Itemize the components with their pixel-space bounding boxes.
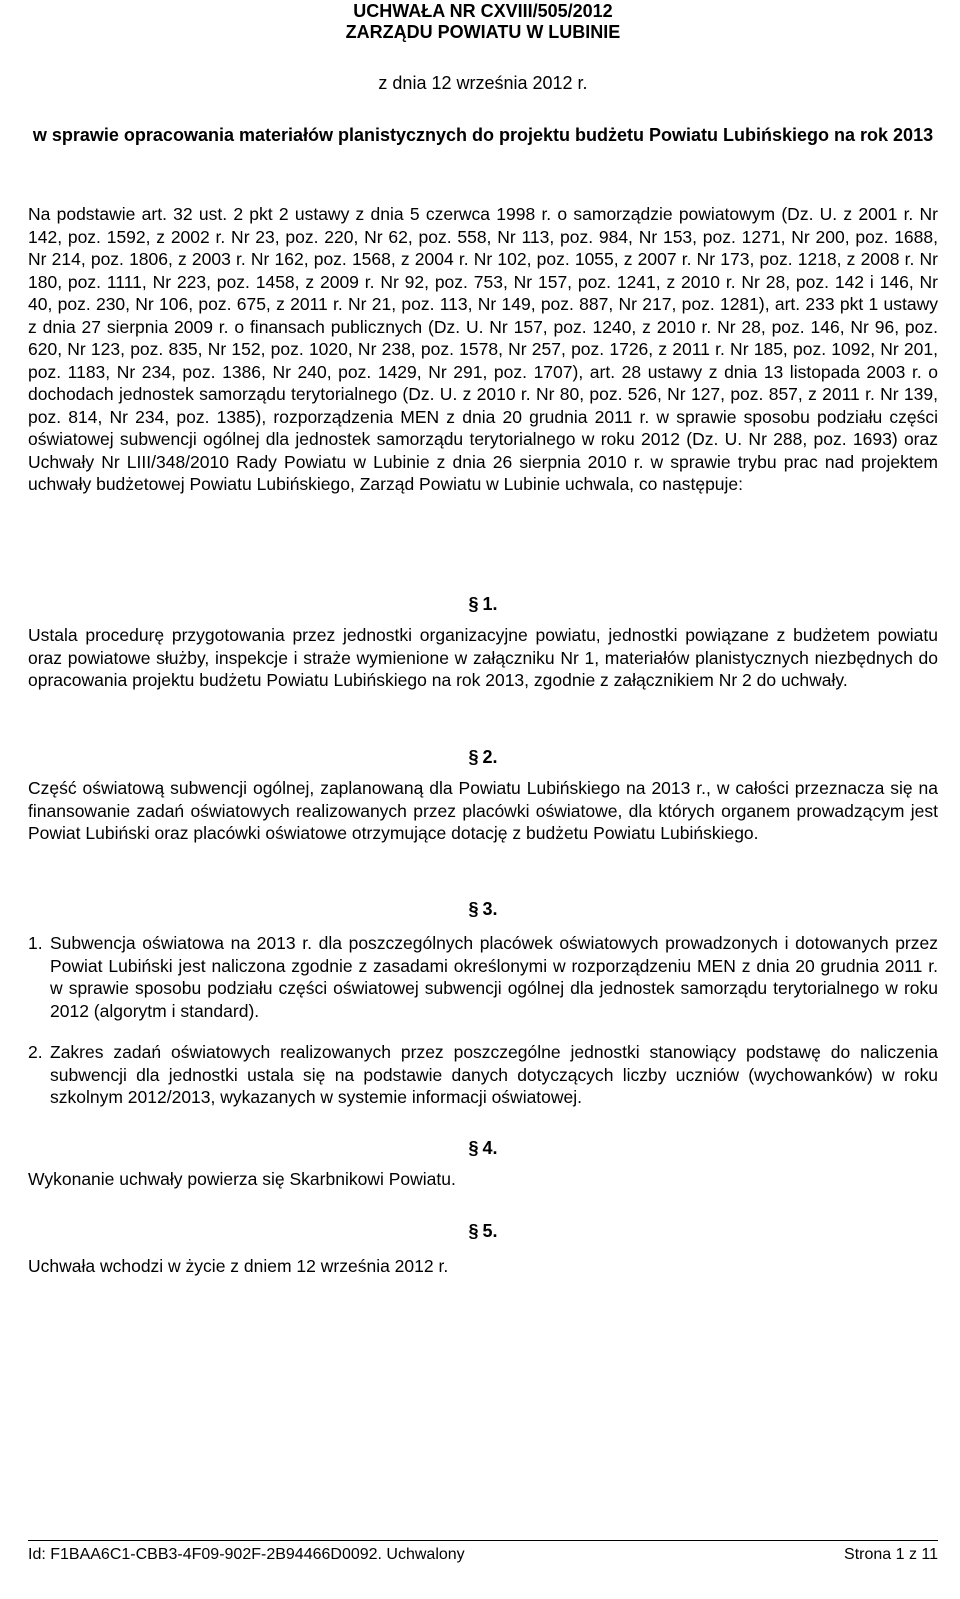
- page-number: Strona 1 z 11: [844, 1546, 938, 1563]
- section-4-heading: [28, 1137, 938, 1159]
- document-id: Id: F1BAA6C1-CBB3-4F09-902F-2B94466D0092. Uchwalony: [28, 1546, 465, 1563]
- section-4-text: Wykonanie uchwały powierza się Skarbnikowi Powiatu.: [28, 1169, 456, 1189]
- section-3-heading: [28, 898, 938, 920]
- list-item: [28, 1041, 938, 1109]
- paragraph-sign: §: [468, 594, 479, 614]
- list-item: [28, 932, 938, 1022]
- section-5-text: Uchwała wchodzi w życie z dniem 12 września 2012 r.: [28, 1256, 449, 1276]
- section-number: 2.: [482, 747, 498, 767]
- section-number: 3.: [482, 899, 498, 919]
- list-item-text: Zakres zadań oświatowych realizowanych przez poszczególne jednostki stanowiący podstawę do naliczenia subwencji dla jednostki ustala się na podstawie danych dotyczących liczby uczniów (wychowanków) w roku szkolnym 2012/2013, wykazanych w systemie informacji oświatowej.: [50, 1042, 938, 1107]
- section-2-heading: [28, 746, 938, 768]
- footer-divider: [28, 1540, 938, 1541]
- resolution-number: UCHWAŁA NR CXVIII/505/2012: [353, 1, 613, 21]
- section-5-heading: [28, 1220, 938, 1242]
- issuing-body: ZARZĄDU POWIATU W LUBINIE: [345, 22, 621, 42]
- section-1-heading: [28, 593, 938, 615]
- list-item-text: Subwencja oświatowa na 2013 r. dla poszczególnych placówek oświatowych prowadzonych i dotowanych przez Powiat Lubiński jest naliczona zgodnie z zasadami określonymi w rozporządzeniu MEN z dnia 20 grudnia 2011 r. w sprawie sposobu podziału części oświatowej subwencji ogólnej dla jednostek samorządu terytorialnego w roku 2012 (algorytm i standard).: [50, 933, 938, 1021]
- preamble-paragraph: Na podstawie art. 32 ust. 2 pkt 2 ustawy z dnia 5 czerwca 1998 r. o samorządzie powiatowym (Dz. U. z 2001 r. Nr 142, poz. 1592, z 2002 r. Nr 23, poz. 220, Nr 62, poz. 558, Nr 113, poz. 984, Nr 153, poz. 1271, Nr 200, poz. 1688, Nr 214, poz. 1806, z 2003 r. Nr 162, poz. 1568, z 2004 r. Nr 102, poz. 1055, z 2007 r. Nr 173, poz. 1218, z 2008 r. Nr 180, poz. 1111, Nr 223, poz. 1458, z 2009 r. Nr 92, poz. 753, Nr 157, poz. 1241, z 2010 r. Nr 28, poz. 142 i 146, Nr 40, poz. 230, Nr 106, poz. 675, z 2011 r. Nr 21, poz. 113, Nr 149, poz. 887, Nr 217, poz. 1281), art. 233 pkt 1 ustawy z dnia 27 sierpnia 2009 r. o finansach publicznych (Dz. U. Nr 157, poz. 1240, z 2010 r. Nr 28, poz. 146, Nr 96, poz. 620, Nr 123, poz. 835, Nr 152, poz. 1020, Nr 238, poz. 1578, Nr 257, poz. 1726, z 2011 r. Nr 185, poz. 1092, Nr 201, poz. 1183, Nr 234, poz. 1386, Nr 240, poz. 1429, Nr 291, poz. 1707), art. 28 ustawy z dnia 13 listopada 2003 r. o dochodach jednostek samorządu terytorialnego (Dz. U. z 2010 r. Nr 80, poz. 526, Nr 127, poz. 857, z 2011 r. Nr 139, poz. 814, Nr 234, poz. 1385), rozporządzenia MEN z dnia 20 grudnia 2011 r. w sprawie sposobu podziału części oświatowej subwencji ogólnej dla jednostek samorządu terytorialnego w roku 2012 (Dz. U. Nr 288, poz. 1693) oraz Uchwały Nr LIII/348/2010 Rady Powiatu w Lubinie z dnia 26 sierpnia 2010 r. w sprawie trybu prac nad projektem uchwały budżetowej Powiatu Lubińskiego, Zarząd Powiatu w Lubinie uchwala, co następuje:: [28, 204, 938, 494]
- paragraph-sign: §: [468, 1221, 479, 1241]
- resolution-subject: w sprawie opracowania materiałów planistycznych do projektu budżetu Powiatu Lubińskiego na rok 2013: [32, 125, 934, 145]
- resolution-date: z dnia 12 września 2012 r.: [378, 73, 588, 93]
- list-item-number: 2.: [28, 1042, 43, 1062]
- paragraph-sign: §: [468, 899, 479, 919]
- section-1-text: Ustala procedurę przygotowania przez jednostki organizacyjne powiatu, jednostki powiązane z budżetem powiatu oraz powiatowe służby, inspekcje i straże wymienione w załączniku Nr 1, materiałów planistycznych niezbędnych do opracowania projektu budżetu Powiatu Lubińskiego na rok 2013, zgodnie z załącznikiem Nr 2 do uchwały.: [28, 625, 938, 690]
- section-2-text: Część oświatową subwencji ogólnej, zaplanowaną dla Powiatu Lubińskiego na 2013 r., w całości przeznacza się na finansowanie zadań oświatowych realizowanych przez placówki oświatowe, dla których organem prowadzącym jest Powiat Lubiński oraz placówki oświatowe otrzymujące dotację z budżetu Powiatu Lubińskiego.: [28, 778, 938, 843]
- list-item-number: 1.: [28, 933, 43, 953]
- document-page: [28, 0, 938, 1599]
- section-number: 5.: [482, 1221, 498, 1241]
- paragraph-sign: §: [468, 1138, 479, 1158]
- page-footer: [28, 1545, 938, 1565]
- section-number: 1.: [482, 594, 498, 614]
- paragraph-sign: §: [468, 747, 479, 767]
- section-number: 4.: [482, 1138, 498, 1158]
